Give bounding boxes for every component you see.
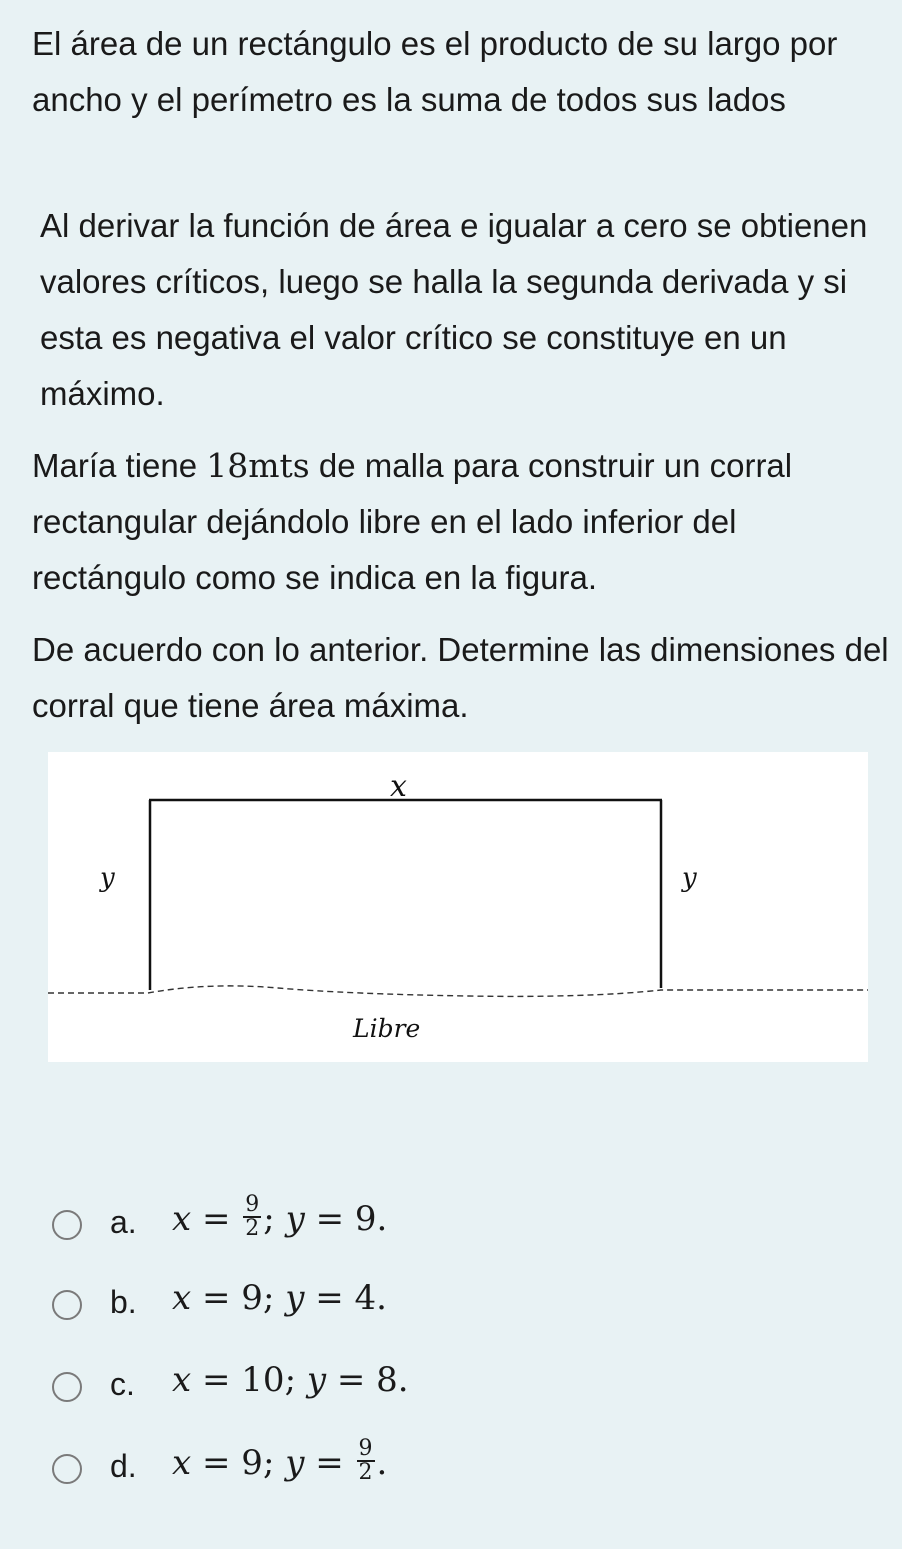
option-letter-d: d. — [110, 1448, 137, 1484]
option-c[interactable] — [52, 1352, 752, 1412]
p3-text-after: de malla para construir un corral rectangular dejándolo libre en el lado inferior del rectángulo como se indica en la figura. — [32, 447, 793, 596]
radio-d[interactable] — [52, 1454, 82, 1484]
label-libre: Libre — [353, 1014, 421, 1043]
option-d[interactable] — [52, 1434, 752, 1494]
problem-paragraph-4: De acuerdo con lo anterior. Determine las dimensiones del corral que tiene área máxima. — [32, 631, 889, 724]
radio-c[interactable] — [52, 1372, 82, 1402]
radio-b[interactable] — [52, 1290, 82, 1320]
corral-figure — [48, 752, 868, 1062]
option-letter-b: b. — [110, 1284, 137, 1320]
option-math-a: x = $\frac{9}{2}$ ; y = 9. — [172, 1192, 388, 1241]
problem-paragraph-3 — [32, 438, 892, 606]
label-y-right: y — [682, 863, 697, 893]
option-b[interactable] — [52, 1270, 752, 1330]
option-letter-c: c. — [110, 1366, 135, 1402]
p3-math-quantity: 18mts — [206, 446, 310, 485]
option-math-d: x = 9; y = $\frac{9}{2}$ . — [172, 1436, 388, 1485]
corral-diagram — [48, 752, 868, 1062]
figure-background — [48, 752, 868, 1062]
problem-paragraph-2: Al derivar la función de área e igualar a cero se obtienen valores críticos, luego se halla la segunda derivada y si esta es negativa el valor crítico se constituye en un máximo. — [40, 207, 868, 412]
option-a[interactable] — [52, 1190, 752, 1250]
label-x: x — [390, 769, 407, 804]
radio-a[interactable] — [52, 1210, 82, 1240]
option-math-c: x = 10; y = 8. — [172, 1360, 409, 1400]
label-y-left: y — [100, 863, 115, 893]
problem-paragraph-1: El área de un rectángulo es el producto de su largo por ancho y el perímetro es la suma de todos sus lados — [32, 25, 838, 118]
fraction-y: $\frac{9}{2}$ — [358, 1436, 373, 1485]
fraction-x: $\frac{9}{2}$ — [245, 1192, 260, 1241]
option-letter-a: a. — [110, 1204, 137, 1240]
p3-text-before: María tiene — [32, 447, 207, 484]
option-math-b: x = 9; y = 4. — [172, 1278, 387, 1318]
